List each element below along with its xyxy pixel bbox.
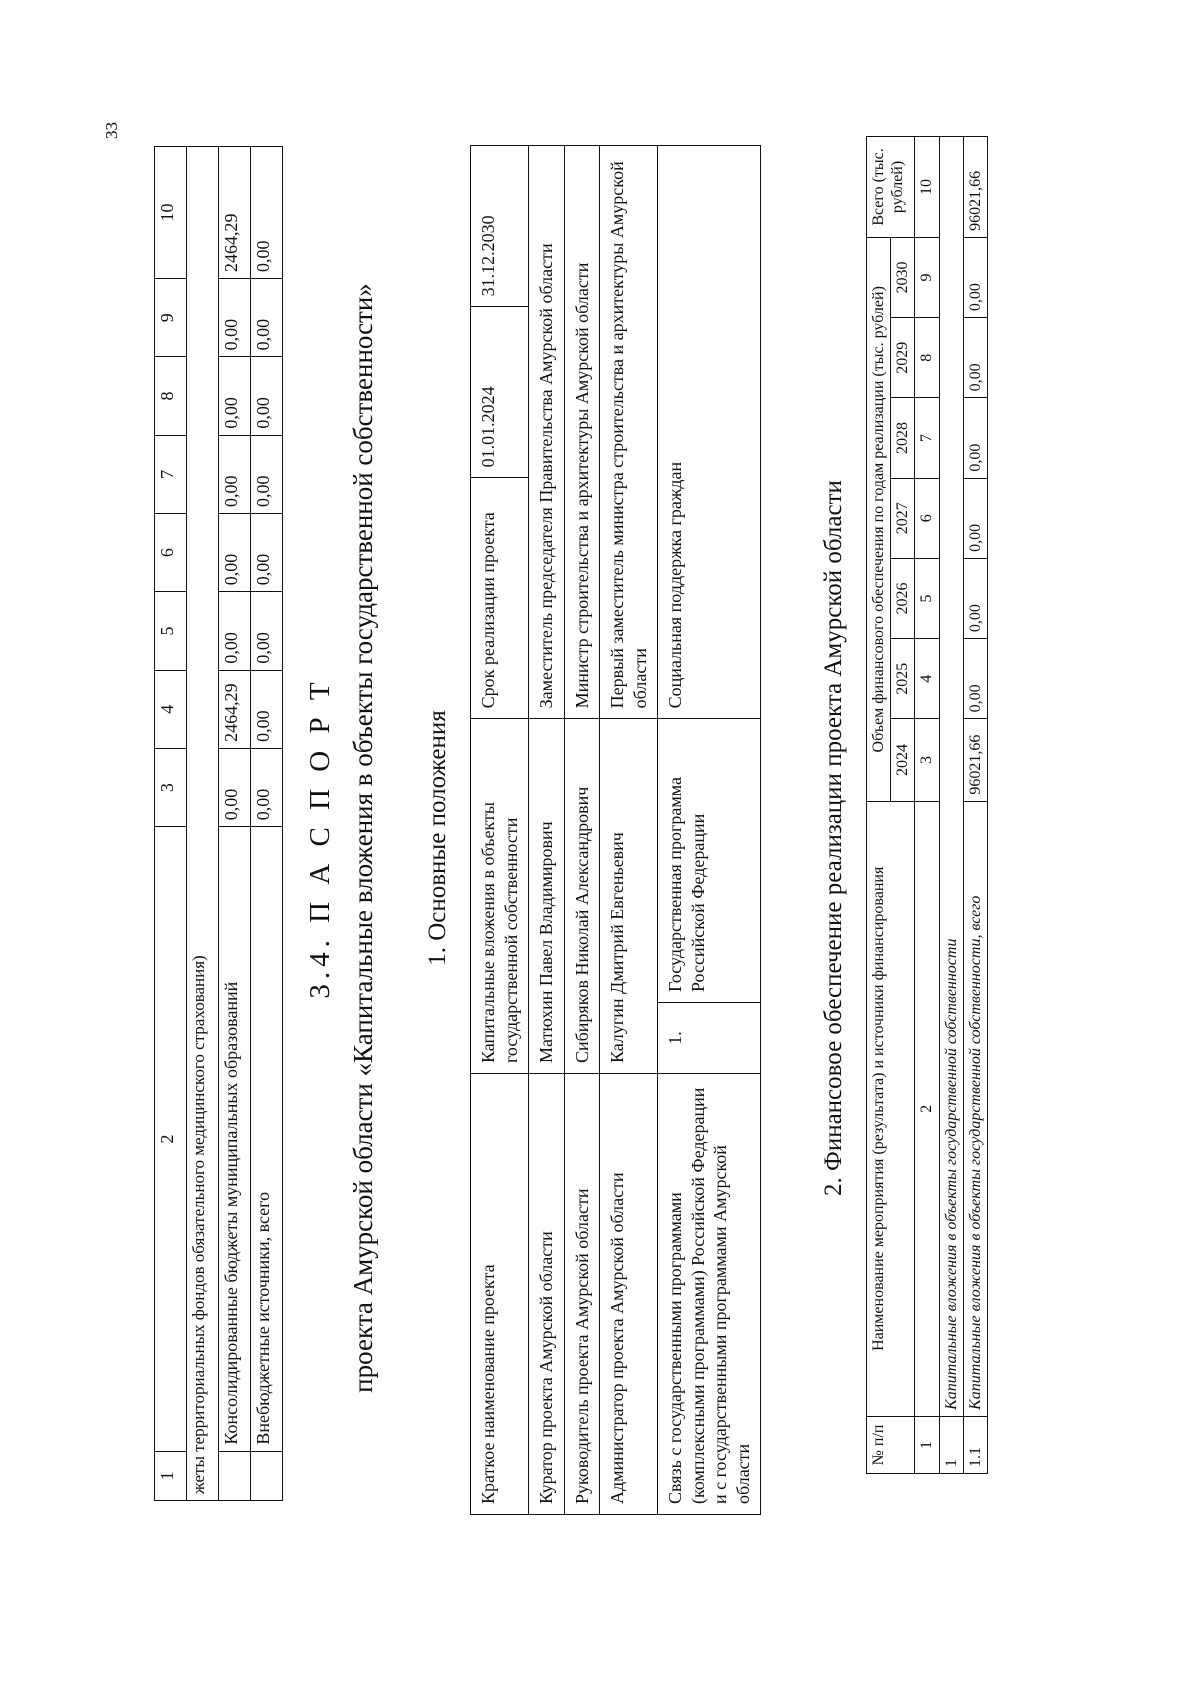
header-cell: 10	[155, 147, 187, 279]
table-group-row	[939, 137, 963, 1474]
index-cell: 7	[915, 398, 939, 478]
term-start: 01.01.2024	[471, 307, 529, 478]
admin-position: Первый заместитель министра строительства и архитектуры Амурской области	[600, 146, 658, 719]
table-row	[529, 146, 565, 1515]
table-index-row	[915, 137, 939, 1474]
row-name-cell: Капитальные вложения в объекты государственной собственности, всего	[963, 801, 987, 1416]
row-number-cell	[219, 1451, 251, 1500]
short-name-value: Капитальные вложения в объекты государственной собственности	[471, 719, 529, 1074]
value-cell: 0,00	[963, 398, 987, 478]
index-cell: 6	[915, 478, 939, 558]
value-cell: 0,00	[251, 147, 283, 279]
page-number: 33	[102, 122, 121, 139]
header-cell: 7	[155, 435, 187, 513]
table-row	[658, 146, 761, 1515]
table-row	[187, 147, 219, 1501]
table-header-row	[155, 147, 187, 1501]
header-year: 2027	[891, 478, 915, 558]
continued-text-cell: жеты территориальных фондов обязательного медицинского страхования)	[187, 147, 219, 1501]
table-header-row	[867, 137, 891, 1474]
value-cell: 0,00	[219, 435, 251, 513]
header-cell: 3	[155, 748, 187, 826]
header-cell: 5	[155, 592, 187, 670]
header-total: Всего (тыс. рублей)	[867, 137, 915, 238]
header-year: 2024	[891, 719, 915, 801]
index-cell: 1	[915, 1416, 939, 1473]
main-positions-table	[470, 145, 761, 1515]
index-cell: 3	[915, 719, 939, 801]
header-cell: 1	[155, 1451, 187, 1500]
term-end: 31.12.2030	[471, 146, 529, 307]
short-name-label: Краткое наименование проекта	[471, 1074, 529, 1515]
table-row	[251, 147, 283, 1501]
continuation-table	[154, 146, 283, 1501]
index-cell: 5	[915, 558, 939, 638]
header-year: 2029	[891, 318, 915, 398]
value-cell: 0,00	[251, 592, 283, 670]
value-cell: 0,00	[219, 357, 251, 435]
row-name-cell: Внебюджетные источники, всего	[251, 827, 283, 1451]
value-cell: 0,00	[963, 237, 987, 317]
passport-title: 3.4. П А С П О Р Т	[304, 677, 336, 999]
value-cell: 0,00	[251, 748, 283, 826]
header-year: 2028	[891, 398, 915, 478]
value-cell: 2464,29	[219, 147, 251, 279]
table-row	[471, 146, 529, 1515]
value-cell: 0,00	[963, 639, 987, 719]
section1-title: 1. Основные положения	[424, 710, 451, 966]
header-cell: 8	[155, 357, 187, 435]
header-num: № п/п	[867, 1416, 915, 1473]
value-cell: 0,00	[963, 318, 987, 398]
program-link-label: Связь с государственными программами (комплексными программами) Российской Федерации и с государственными программами Амурской области	[658, 1074, 761, 1515]
value-cell: 0,00	[219, 279, 251, 357]
index-cell: 8	[915, 318, 939, 398]
row-number-cell	[251, 1451, 283, 1500]
header-volume: Объем финансового обеспечения по годам реализации (тыс. рублей)	[867, 237, 891, 801]
table-row	[219, 147, 251, 1501]
index-cell: 2	[915, 801, 939, 1416]
group-name: Капитальные вложения в объекты государственной собственности	[939, 137, 963, 1417]
section2-title: 2. Финансовое обеспечение реализации проекта Амурской области	[820, 480, 847, 1196]
leader-name: Сибиряков Николай Александрович	[564, 719, 600, 1074]
value-cell: 0,00	[963, 478, 987, 558]
value-cell: 0,00	[251, 279, 283, 357]
header-name: Наименование мероприятия (результата) и источники финансирования	[867, 801, 915, 1416]
value-cell: 0,00	[251, 357, 283, 435]
value-cell: 0,00	[219, 748, 251, 826]
value-cell: 2464,29	[219, 670, 251, 748]
header-year: 2025	[891, 639, 915, 719]
table-row	[564, 146, 600, 1515]
header-year: 2026	[891, 558, 915, 638]
value-cell: 0,00	[251, 513, 283, 591]
leader-label: Руководитель проекта Амурской области	[564, 1074, 600, 1515]
value-cell: 96021,66	[963, 719, 987, 801]
value-cell: 0,00	[219, 592, 251, 670]
admin-name: Калугин Дмитрий Евгеньевич	[600, 719, 658, 1074]
leader-position: Министр строительства и архитектуры Амурской области	[564, 146, 600, 719]
header-cell: 9	[155, 279, 187, 357]
header-cell: 2	[155, 827, 187, 1451]
financing-table	[866, 136, 988, 1474]
table-row	[963, 137, 987, 1474]
header-year: 2030	[891, 237, 915, 317]
header-cell: 4	[155, 670, 187, 748]
value-cell: 0,00	[251, 435, 283, 513]
curator-position: Заместитель председателя Правительства Амурской области	[529, 146, 565, 719]
admin-label: Администратор проекта Амурской области	[600, 1074, 658, 1515]
value-cell: 0,00	[251, 670, 283, 748]
row-name-cell: Консолидированные бюджеты муниципальных образований	[219, 827, 251, 1451]
passport-subtitle: проекта Амурской области «Капитальные вложения в объекты государственной собственности»	[348, 283, 378, 1393]
value-cell: 96021,66	[963, 137, 987, 238]
value-cell: 0,00	[219, 513, 251, 591]
program-link-direction: Социальная поддержка граждан	[658, 146, 761, 719]
index-cell: 10	[915, 137, 939, 238]
curator-name: Матюхин Павел Владимирович	[529, 719, 565, 1074]
header-cell: 6	[155, 513, 187, 591]
index-cell: 4	[915, 639, 939, 719]
group-number: 1	[939, 1416, 963, 1473]
term-label: Срок реализации проекта	[471, 478, 529, 719]
curator-label: Куратор проекта Амурской области	[529, 1074, 565, 1515]
row-number-cell: 1.1	[963, 1416, 987, 1473]
program-link-number: 1.	[658, 1003, 761, 1074]
value-cell: 0,00	[963, 558, 987, 638]
table-row	[600, 146, 658, 1515]
program-link-name: Государственная программа Российской Федерации	[658, 719, 761, 1003]
index-cell: 9	[915, 237, 939, 317]
